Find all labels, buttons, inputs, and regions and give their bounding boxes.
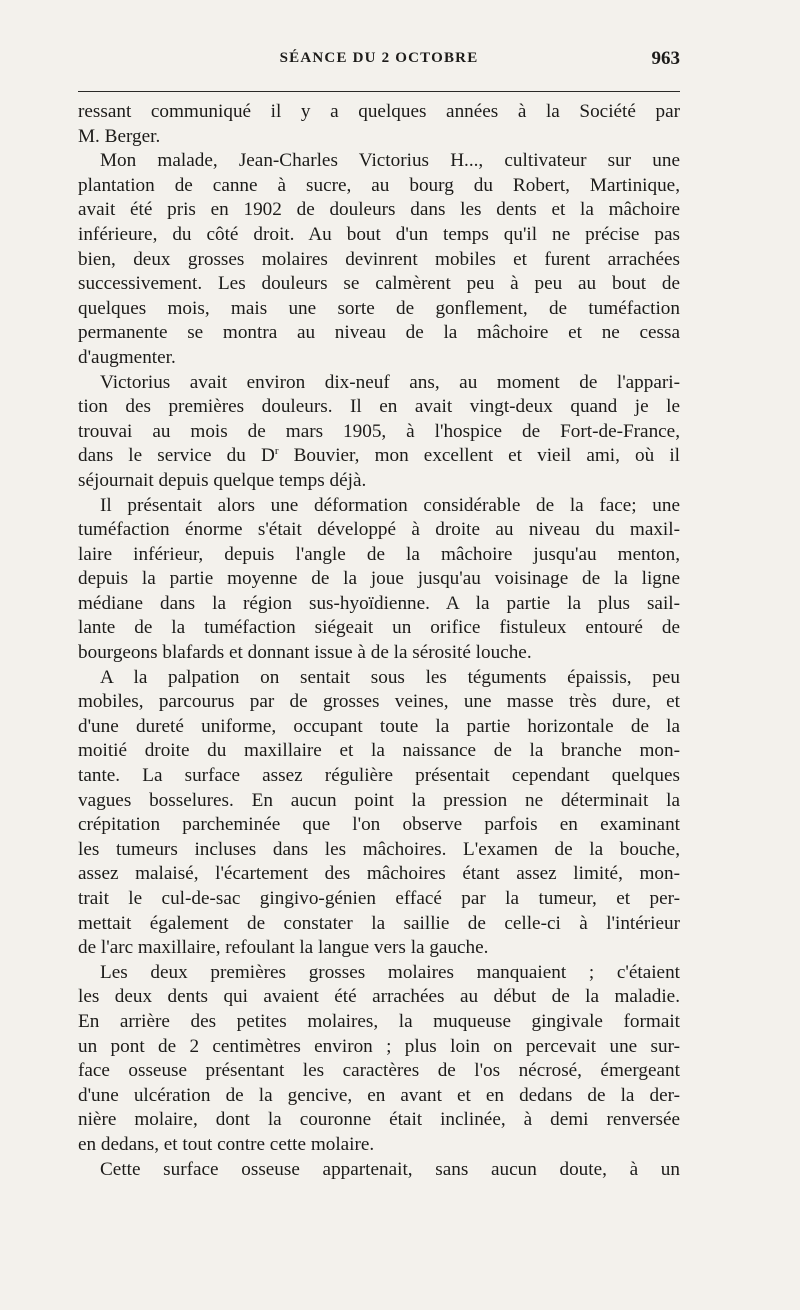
text-line: inférieure, du côté droit. Au bout d'un temps qu'il ne précise pas [78,223,680,245]
text-line: les tumeurs incluses dans les mâchoires. L'examen de la bouche, [78,838,680,860]
text-line: face osseuse présentant les caractères de l'os nécrosé, émergeant [78,1060,680,1082]
text-fragment: Bouvier, mon excellent et vieil ami, où il [278,445,680,467]
text-line: vagues bosselures. En aucun point la pression ne déterminait la [78,789,680,811]
text-line: bien, deux grosses molaires devinrent mobiles et furent arrachées [78,248,680,270]
text-line: ressant communiqué il y a quelques années à la Société par [78,101,680,122]
body-text [78,100,680,1182]
text-line: d'une dureté uniforme, occupant toute la partie horizontale de la [78,715,680,737]
text-line: A la palpation on sentait sous les téguments épaissis, peu [100,666,680,688]
text-line: tuméfaction énorme s'était développé à droite au niveau du maxil- [78,519,680,541]
text-line: trouvai au mois de mars 1905, à l'hospice de Fort-de-France, [78,420,680,442]
superscript: r [274,445,279,458]
text-line: d'une ulcération de la gencive, en avant et en dedans de la der- [78,1084,680,1106]
text-line: quelques mois, mais une sorte de gonflement, de tuméfaction [78,297,680,319]
text-line: trait le cul-de-sac gingivo-génien effacé par la tumeur, et per- [78,888,680,909]
header-rule [78,91,680,92]
running-header [78,50,680,74]
text-line: M. Berger. [78,125,161,147]
text-line: successivement. Les douleurs se calmèrent peu à peu au bout de [78,273,680,295]
text-line: laire inférieur, depuis l'angle de la mâchoire jusqu'au menton, [78,543,680,565]
text-line: moitié droite du maxillaire et la naissance de la branche mon- [78,740,680,762]
text-line: médiane dans la région sus-hyoïdienne. A la partie la plus sail- [78,592,680,614]
text-line: plantation de canne à sucre, au bourg du Robert, Martinique, [78,174,680,196]
header-title: SÉANCE DU 2 OCTOBRE [279,50,479,66]
page-number: 963 [651,48,680,69]
text-fragment: dans le service du D [78,445,275,467]
text-line: mettait également de constater la saillie de celle-ci à l'intérieur [78,912,680,934]
text-line: d'augmenter. [78,346,176,368]
text-line: en dedans, et tout contre cette molaire. [78,1133,375,1155]
text-line: Mon malade, Jean-Charles Victorius H..., cultivateur sur une [100,150,680,172]
text-line: séjournait depuis quelque temps déjà. [78,469,367,491]
text-line: de l'arc maxillaire, refoulant la langue vers la gauche. [78,937,489,959]
text-line: tante. La surface assez régulière présentait cependant quelques [78,765,680,787]
text-line: crépitation parcheminée que l'on observe parfois en examinant [78,814,680,836]
text-line: Cette surface osseuse appartenait, sans aucun doute, à un [100,1158,680,1180]
text-line: un pont de 2 centimètres environ ; plus loin on percevait une sur- [78,1035,680,1057]
text-line: assez malaisé, l'écartement des mâchoires étant assez limité, mon- [78,863,680,885]
text-line: mobiles, parcourus par de grosses veines, une masse très dure, et [78,691,680,713]
text-line: avait été pris en 1902 de douleurs dans les dents et la mâchoire [78,199,680,221]
text-line: Il présentait alors une déformation considérable de la face; une [100,494,680,516]
text-line: bourgeons blafards et donnant issue à de la sérosité louche. [78,642,532,664]
text-line: Victorius avait environ dix-neuf ans, au moment de l'appari- [100,371,680,393]
text-line: Les deux premières grosses molaires manquaient ; c'étaient [100,961,680,983]
text-line: permanente se montra au niveau de la mâchoire et ne cessa [78,322,680,344]
text-line: nière molaire, dont la couronne était inclinée, à demi renversée [78,1109,680,1131]
text-line: les deux dents qui avaient été arrachées au début de la maladie. [78,986,680,1008]
text-line [78,444,680,469]
text-line: lante de la tuméfaction siégeait un orifice fistuleux entouré de [78,617,680,639]
text-line: En arrière des petites molaires, la muqueuse gingivale formait [78,1010,680,1032]
text-line: depuis la partie moyenne de la joue jusqu'au voisinage de la ligne [78,568,680,590]
text-line: tion des premières douleurs. Il en avait vingt-deux quand je le [78,396,680,418]
